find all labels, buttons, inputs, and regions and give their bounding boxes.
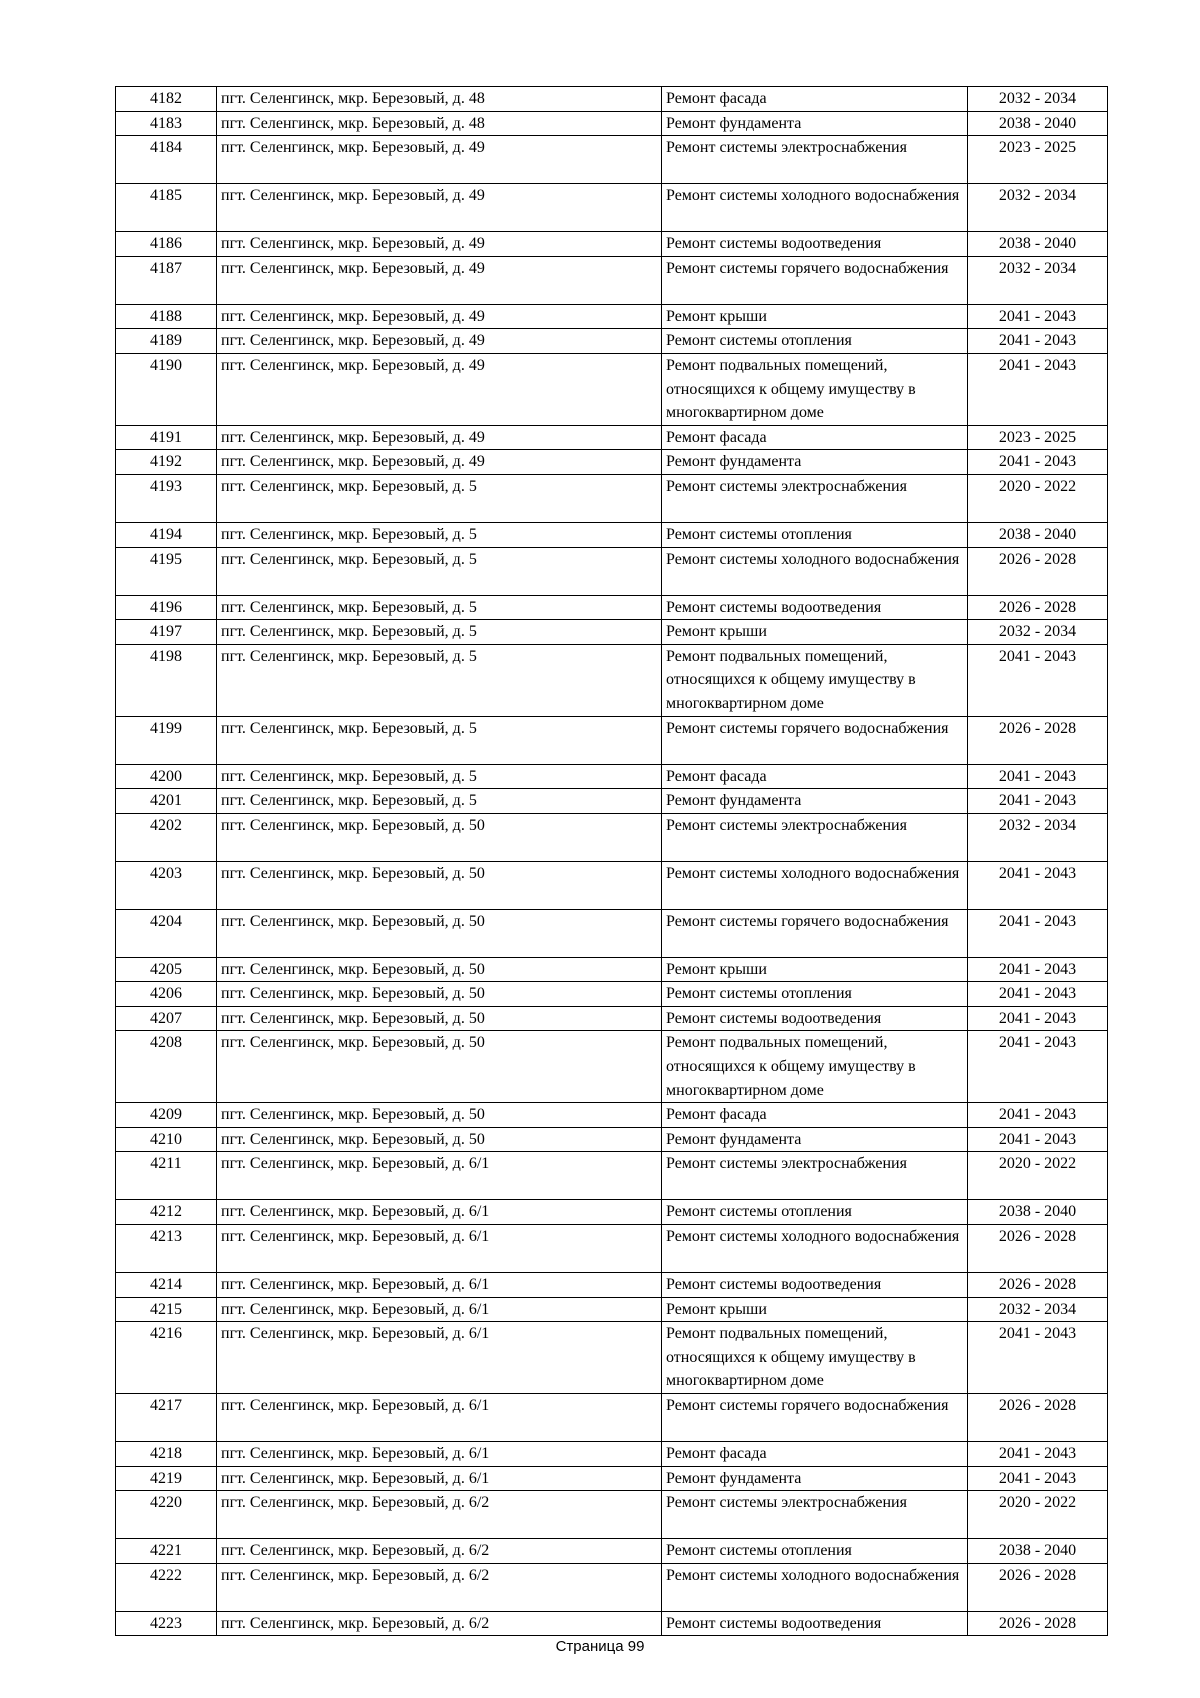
table-row bbox=[116, 1273, 1108, 1298]
row-number-cell: 4209 bbox=[116, 1103, 217, 1128]
row-number-cell: 4203 bbox=[116, 861, 217, 909]
table-row bbox=[116, 813, 1108, 861]
table-row bbox=[116, 957, 1108, 982]
work-type-cell: Ремонт системы водоотведения bbox=[662, 1611, 968, 1636]
table-row bbox=[116, 111, 1108, 136]
table-row bbox=[116, 1103, 1108, 1128]
work-type-cell: Ремонт подвальных помещений, относящихся к общему имуществу в многоквартирном доме bbox=[662, 353, 968, 425]
row-number-cell: 4199 bbox=[116, 716, 217, 764]
table-row bbox=[116, 232, 1108, 257]
period-cell: 2041 - 2043 bbox=[968, 1103, 1108, 1128]
address-cell: пгт. Селенгинск, мкр. Березовый, д. 50 bbox=[217, 1006, 662, 1031]
row-number-cell: 4207 bbox=[116, 1006, 217, 1031]
period-cell: 2032 - 2034 bbox=[968, 87, 1108, 112]
work-type-cell: Ремонт фасада bbox=[662, 764, 968, 789]
table-row bbox=[116, 620, 1108, 645]
period-cell: 2041 - 2043 bbox=[968, 957, 1108, 982]
period-cell: 2020 - 2022 bbox=[968, 1152, 1108, 1200]
period-cell: 2026 - 2028 bbox=[968, 1394, 1108, 1442]
period-cell: 2032 - 2034 bbox=[968, 256, 1108, 304]
work-type-cell: Ремонт системы электроснабжения bbox=[662, 1491, 968, 1539]
work-type-cell: Ремонт фундамента bbox=[662, 450, 968, 475]
period-cell: 2041 - 2043 bbox=[968, 304, 1108, 329]
period-cell: 2041 - 2043 bbox=[968, 1466, 1108, 1491]
address-cell: пгт. Селенгинск, мкр. Березовый, д. 5 bbox=[217, 547, 662, 595]
work-type-cell: Ремонт подвальных помещений, относящихся к общему имуществу в многоквартирном доме bbox=[662, 1031, 968, 1103]
period-cell: 2041 - 2043 bbox=[968, 909, 1108, 957]
address-cell: пгт. Селенгинск, мкр. Березовый, д. 49 bbox=[217, 136, 662, 184]
period-cell: 2020 - 2022 bbox=[968, 1491, 1108, 1539]
address-cell: пгт. Селенгинск, мкр. Березовый, д. 50 bbox=[217, 1127, 662, 1152]
work-type-cell: Ремонт системы отопления bbox=[662, 522, 968, 547]
table-row bbox=[116, 789, 1108, 814]
period-cell: 2041 - 2043 bbox=[968, 450, 1108, 475]
address-cell: пгт. Селенгинск, мкр. Березовый, д. 50 bbox=[217, 957, 662, 982]
table-row bbox=[116, 87, 1108, 112]
work-type-cell: Ремонт системы водоотведения bbox=[662, 595, 968, 620]
period-cell: 2026 - 2028 bbox=[968, 1563, 1108, 1611]
row-number-cell: 4197 bbox=[116, 620, 217, 645]
work-type-cell: Ремонт фундамента bbox=[662, 111, 968, 136]
address-cell: пгт. Селенгинск, мкр. Березовый, д. 48 bbox=[217, 111, 662, 136]
table-row bbox=[116, 1152, 1108, 1200]
row-number-cell: 4186 bbox=[116, 232, 217, 257]
period-cell: 2032 - 2034 bbox=[968, 1297, 1108, 1322]
period-cell: 2041 - 2043 bbox=[968, 353, 1108, 425]
work-type-cell: Ремонт фундамента bbox=[662, 789, 968, 814]
row-number-cell: 4191 bbox=[116, 425, 217, 450]
address-cell: пгт. Селенгинск, мкр. Березовый, д. 50 bbox=[217, 813, 662, 861]
table-row bbox=[116, 716, 1108, 764]
work-type-cell: Ремонт системы электроснабжения bbox=[662, 474, 968, 522]
work-type-cell: Ремонт системы водоотведения bbox=[662, 232, 968, 257]
work-type-cell: Ремонт фасада bbox=[662, 1442, 968, 1467]
address-cell: пгт. Селенгинск, мкр. Березовый, д. 6/1 bbox=[217, 1297, 662, 1322]
work-type-cell: Ремонт фасада bbox=[662, 87, 968, 112]
work-type-cell: Ремонт системы холодного водоснабжения bbox=[662, 1563, 968, 1611]
table-row bbox=[116, 136, 1108, 184]
table-row bbox=[116, 547, 1108, 595]
row-number-cell: 4189 bbox=[116, 329, 217, 354]
period-cell: 2041 - 2043 bbox=[968, 789, 1108, 814]
row-number-cell: 4213 bbox=[116, 1225, 217, 1273]
address-cell: пгт. Селенгинск, мкр. Березовый, д. 6/1 bbox=[217, 1322, 662, 1394]
period-cell: 2026 - 2028 bbox=[968, 1225, 1108, 1273]
address-cell: пгт. Селенгинск, мкр. Березовый, д. 50 bbox=[217, 1031, 662, 1103]
work-type-cell: Ремонт крыши bbox=[662, 1297, 968, 1322]
period-cell: 2026 - 2028 bbox=[968, 1611, 1108, 1636]
address-cell: пгт. Селенгинск, мкр. Березовый, д. 50 bbox=[217, 861, 662, 909]
work-type-cell: Ремонт фасада bbox=[662, 1103, 968, 1128]
address-cell: пгт. Селенгинск, мкр. Березовый, д. 6/2 bbox=[217, 1539, 662, 1564]
table-row bbox=[116, 474, 1108, 522]
address-cell: пгт. Селенгинск, мкр. Березовый, д. 49 bbox=[217, 450, 662, 475]
table-row bbox=[116, 1006, 1108, 1031]
table-row bbox=[116, 1611, 1108, 1636]
address-cell: пгт. Селенгинск, мкр. Березовый, д. 6/1 bbox=[217, 1394, 662, 1442]
table-row bbox=[116, 861, 1108, 909]
period-cell: 2038 - 2040 bbox=[968, 1200, 1108, 1225]
address-cell: пгт. Селенгинск, мкр. Березовый, д. 50 bbox=[217, 1103, 662, 1128]
period-cell: 2041 - 2043 bbox=[968, 1442, 1108, 1467]
address-cell: пгт. Селенгинск, мкр. Березовый, д. 50 bbox=[217, 982, 662, 1007]
table-row bbox=[116, 1563, 1108, 1611]
period-cell: 2041 - 2043 bbox=[968, 1127, 1108, 1152]
row-number-cell: 4195 bbox=[116, 547, 217, 595]
period-cell: 2032 - 2034 bbox=[968, 620, 1108, 645]
address-cell: пгт. Селенгинск, мкр. Березовый, д. 49 bbox=[217, 184, 662, 232]
address-cell: пгт. Селенгинск, мкр. Березовый, д. 6/1 bbox=[217, 1152, 662, 1200]
row-number-cell: 4219 bbox=[116, 1466, 217, 1491]
period-cell: 2032 - 2034 bbox=[968, 813, 1108, 861]
row-number-cell: 4206 bbox=[116, 982, 217, 1007]
row-number-cell: 4183 bbox=[116, 111, 217, 136]
row-number-cell: 4216 bbox=[116, 1322, 217, 1394]
address-cell: пгт. Селенгинск, мкр. Березовый, д. 5 bbox=[217, 789, 662, 814]
address-cell: пгт. Селенгинск, мкр. Березовый, д. 6/2 bbox=[217, 1491, 662, 1539]
row-number-cell: 4221 bbox=[116, 1539, 217, 1564]
row-number-cell: 4218 bbox=[116, 1442, 217, 1467]
period-cell: 2023 - 2025 bbox=[968, 136, 1108, 184]
page-number: Страница 99 bbox=[555, 1638, 645, 1655]
table-row bbox=[116, 304, 1108, 329]
address-cell: пгт. Селенгинск, мкр. Березовый, д. 5 bbox=[217, 595, 662, 620]
period-cell: 2041 - 2043 bbox=[968, 1031, 1108, 1103]
table-row bbox=[116, 425, 1108, 450]
work-type-cell: Ремонт системы водоотведения bbox=[662, 1273, 968, 1298]
work-type-cell: Ремонт системы электроснабжения bbox=[662, 1152, 968, 1200]
table-row bbox=[116, 1200, 1108, 1225]
table-body bbox=[116, 87, 1108, 1636]
period-cell: 2041 - 2043 bbox=[968, 861, 1108, 909]
work-type-cell: Ремонт системы холодного водоснабжения bbox=[662, 547, 968, 595]
address-cell: пгт. Селенгинск, мкр. Березовый, д. 49 bbox=[217, 353, 662, 425]
row-number-cell: 4205 bbox=[116, 957, 217, 982]
table-row bbox=[116, 1466, 1108, 1491]
address-cell: пгт. Селенгинск, мкр. Березовый, д. 49 bbox=[217, 232, 662, 257]
work-type-cell: Ремонт фасада bbox=[662, 425, 968, 450]
work-type-cell: Ремонт системы электроснабжения bbox=[662, 813, 968, 861]
row-number-cell: 4212 bbox=[116, 1200, 217, 1225]
address-cell: пгт. Селенгинск, мкр. Березовый, д. 6/1 bbox=[217, 1273, 662, 1298]
table-row bbox=[116, 1031, 1108, 1103]
table-row bbox=[116, 353, 1108, 425]
table-row bbox=[116, 1322, 1108, 1394]
work-type-cell: Ремонт системы холодного водоснабжения bbox=[662, 1225, 968, 1273]
work-type-cell: Ремонт системы горячего водоснабжения bbox=[662, 1394, 968, 1442]
row-number-cell: 4192 bbox=[116, 450, 217, 475]
table-row bbox=[116, 450, 1108, 475]
row-number-cell: 4193 bbox=[116, 474, 217, 522]
table-row bbox=[116, 1491, 1108, 1539]
row-number-cell: 4187 bbox=[116, 256, 217, 304]
period-cell: 2026 - 2028 bbox=[968, 547, 1108, 595]
work-type-cell: Ремонт фундамента bbox=[662, 1127, 968, 1152]
period-cell: 2026 - 2028 bbox=[968, 1273, 1108, 1298]
address-cell: пгт. Селенгинск, мкр. Березовый, д. 6/2 bbox=[217, 1563, 662, 1611]
period-cell: 2026 - 2028 bbox=[968, 595, 1108, 620]
row-number-cell: 4217 bbox=[116, 1394, 217, 1442]
address-cell: пгт. Селенгинск, мкр. Березовый, д. 6/2 bbox=[217, 1611, 662, 1636]
table-row bbox=[116, 1394, 1108, 1442]
work-type-cell: Ремонт крыши bbox=[662, 620, 968, 645]
address-cell: пгт. Селенгинск, мкр. Березовый, д. 5 bbox=[217, 522, 662, 547]
table-row bbox=[116, 1539, 1108, 1564]
address-cell: пгт. Селенгинск, мкр. Березовый, д. 49 bbox=[217, 304, 662, 329]
row-number-cell: 4188 bbox=[116, 304, 217, 329]
table-row bbox=[116, 522, 1108, 547]
period-cell: 2032 - 2034 bbox=[968, 184, 1108, 232]
period-cell: 2038 - 2040 bbox=[968, 232, 1108, 257]
work-type-cell: Ремонт системы отопления bbox=[662, 329, 968, 354]
row-number-cell: 4204 bbox=[116, 909, 217, 957]
period-cell: 2023 - 2025 bbox=[968, 425, 1108, 450]
table-row bbox=[116, 644, 1108, 716]
row-number-cell: 4210 bbox=[116, 1127, 217, 1152]
work-type-cell: Ремонт системы отопления bbox=[662, 1200, 968, 1225]
row-number-cell: 4196 bbox=[116, 595, 217, 620]
period-cell: 2026 - 2028 bbox=[968, 716, 1108, 764]
period-cell: 2041 - 2043 bbox=[968, 329, 1108, 354]
row-number-cell: 4190 bbox=[116, 353, 217, 425]
period-cell: 2038 - 2040 bbox=[968, 111, 1108, 136]
period-cell: 2041 - 2043 bbox=[968, 1322, 1108, 1394]
row-number-cell: 4202 bbox=[116, 813, 217, 861]
table-row bbox=[116, 909, 1108, 957]
work-type-cell: Ремонт крыши bbox=[662, 957, 968, 982]
row-number-cell: 4223 bbox=[116, 1611, 217, 1636]
row-number-cell: 4215 bbox=[116, 1297, 217, 1322]
period-cell: 2041 - 2043 bbox=[968, 1006, 1108, 1031]
work-type-cell: Ремонт системы отопления bbox=[662, 982, 968, 1007]
work-type-cell: Ремонт крыши bbox=[662, 304, 968, 329]
period-cell: 2041 - 2043 bbox=[968, 644, 1108, 716]
period-cell: 2041 - 2043 bbox=[968, 982, 1108, 1007]
row-number-cell: 4184 bbox=[116, 136, 217, 184]
address-cell: пгт. Селенгинск, мкр. Березовый, д. 48 bbox=[217, 87, 662, 112]
work-type-cell: Ремонт системы горячего водоснабжения bbox=[662, 256, 968, 304]
table-row bbox=[116, 1225, 1108, 1273]
row-number-cell: 4198 bbox=[116, 644, 217, 716]
document-page bbox=[115, 86, 1107, 1636]
work-type-cell: Ремонт системы горячего водоснабжения bbox=[662, 909, 968, 957]
address-cell: пгт. Селенгинск, мкр. Березовый, д. 6/1 bbox=[217, 1466, 662, 1491]
address-cell: пгт. Селенгинск, мкр. Березовый, д. 6/1 bbox=[217, 1442, 662, 1467]
period-cell: 2041 - 2043 bbox=[968, 764, 1108, 789]
period-cell: 2038 - 2040 bbox=[968, 522, 1108, 547]
address-cell: пгт. Селенгинск, мкр. Березовый, д. 49 bbox=[217, 425, 662, 450]
address-cell: пгт. Селенгинск, мкр. Березовый, д. 49 bbox=[217, 256, 662, 304]
table-row bbox=[116, 184, 1108, 232]
address-cell: пгт. Селенгинск, мкр. Березовый, д. 5 bbox=[217, 716, 662, 764]
row-number-cell: 4211 bbox=[116, 1152, 217, 1200]
table-row bbox=[116, 982, 1108, 1007]
work-type-cell: Ремонт системы электроснабжения bbox=[662, 136, 968, 184]
work-type-cell: Ремонт системы холодного водоснабжения bbox=[662, 184, 968, 232]
row-number-cell: 4222 bbox=[116, 1563, 217, 1611]
address-cell: пгт. Селенгинск, мкр. Березовый, д. 6/1 bbox=[217, 1200, 662, 1225]
row-number-cell: 4208 bbox=[116, 1031, 217, 1103]
row-number-cell: 4200 bbox=[116, 764, 217, 789]
row-number-cell: 4201 bbox=[116, 789, 217, 814]
work-type-cell: Ремонт подвальных помещений, относящихся к общему имуществу в многоквартирном доме bbox=[662, 644, 968, 716]
table-row bbox=[116, 595, 1108, 620]
work-type-cell: Ремонт системы отопления bbox=[662, 1539, 968, 1564]
address-cell: пгт. Селенгинск, мкр. Березовый, д. 5 bbox=[217, 620, 662, 645]
table-row bbox=[116, 329, 1108, 354]
row-number-cell: 4182 bbox=[116, 87, 217, 112]
table-row bbox=[116, 1297, 1108, 1322]
table-row bbox=[116, 256, 1108, 304]
address-cell: пгт. Селенгинск, мкр. Березовый, д. 49 bbox=[217, 329, 662, 354]
period-cell: 2038 - 2040 bbox=[968, 1539, 1108, 1564]
address-cell: пгт. Селенгинск, мкр. Березовый, д. 6/1 bbox=[217, 1225, 662, 1273]
row-number-cell: 4185 bbox=[116, 184, 217, 232]
period-cell: 2020 - 2022 bbox=[968, 474, 1108, 522]
address-cell: пгт. Селенгинск, мкр. Березовый, д. 5 bbox=[217, 644, 662, 716]
address-cell: пгт. Селенгинск, мкр. Березовый, д. 5 bbox=[217, 764, 662, 789]
row-number-cell: 4214 bbox=[116, 1273, 217, 1298]
repair-schedule-table bbox=[115, 86, 1108, 1636]
work-type-cell: Ремонт подвальных помещений, относящихся к общему имуществу в многоквартирном доме bbox=[662, 1322, 968, 1394]
table-row bbox=[116, 1442, 1108, 1467]
table-row bbox=[116, 764, 1108, 789]
table-row bbox=[116, 1127, 1108, 1152]
work-type-cell: Ремонт системы горячего водоснабжения bbox=[662, 716, 968, 764]
work-type-cell: Ремонт фундамента bbox=[662, 1466, 968, 1491]
work-type-cell: Ремонт системы холодного водоснабжения bbox=[662, 861, 968, 909]
address-cell: пгт. Селенгинск, мкр. Березовый, д. 50 bbox=[217, 909, 662, 957]
row-number-cell: 4194 bbox=[116, 522, 217, 547]
address-cell: пгт. Селенгинск, мкр. Березовый, д. 5 bbox=[217, 474, 662, 522]
row-number-cell: 4220 bbox=[116, 1491, 217, 1539]
work-type-cell: Ремонт системы водоотведения bbox=[662, 1006, 968, 1031]
